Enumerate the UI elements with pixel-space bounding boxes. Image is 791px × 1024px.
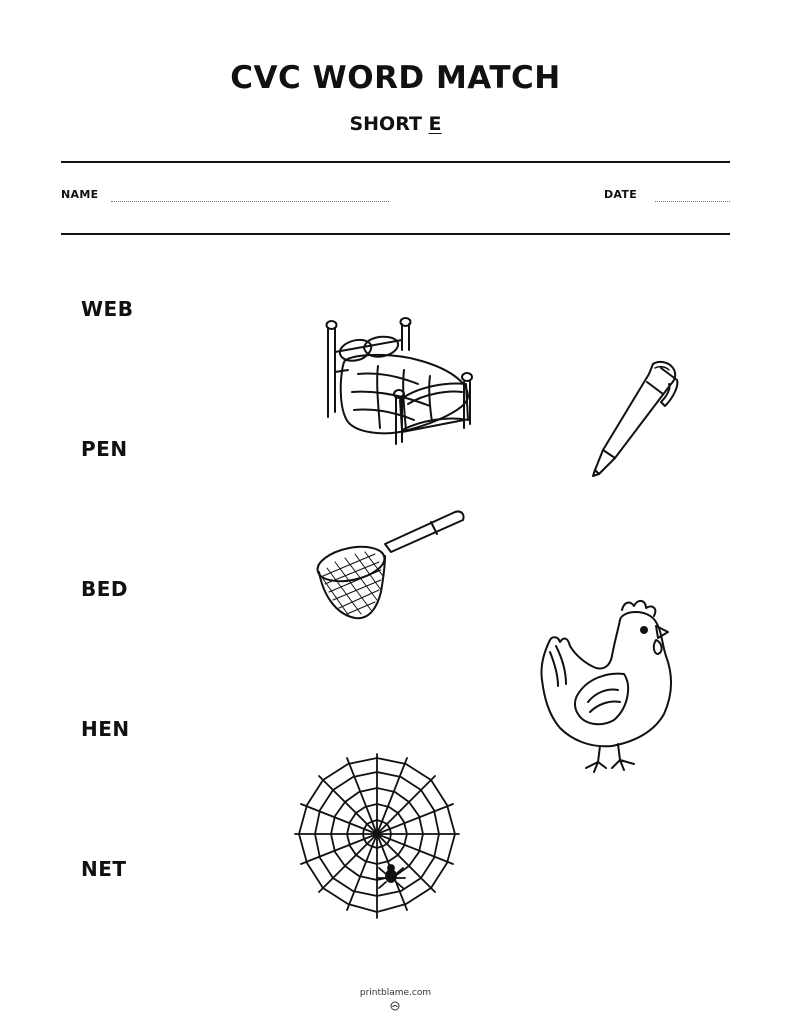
header-rule-top xyxy=(61,161,730,163)
bed-picture[interactable] xyxy=(318,312,478,452)
word-net[interactable]: NET xyxy=(81,857,127,881)
spider-web-picture[interactable] xyxy=(292,748,462,924)
word-web[interactable]: WEB xyxy=(81,297,134,321)
pen-picture[interactable] xyxy=(585,358,685,482)
subtitle-prefix: SHORT xyxy=(349,113,429,135)
site-logo-icon xyxy=(390,1001,400,1011)
word-bed[interactable]: BED xyxy=(81,577,129,601)
hen-picture[interactable] xyxy=(538,596,683,780)
worksheet-subtitle xyxy=(0,113,791,135)
worksheet-title: CVC WORD MATCH xyxy=(230,60,561,96)
date-line[interactable] xyxy=(655,201,730,202)
date-label: DATE xyxy=(604,188,638,201)
name-line[interactable] xyxy=(111,201,389,202)
header-rule-bottom xyxy=(61,233,730,235)
word-pen[interactable]: PEN xyxy=(81,437,128,461)
net-picture[interactable] xyxy=(313,504,471,626)
footer-site: printblame.com xyxy=(359,988,432,998)
subtitle-vowel: E xyxy=(428,113,442,135)
word-hen[interactable]: HEN xyxy=(81,717,130,741)
name-label: NAME xyxy=(61,188,99,201)
